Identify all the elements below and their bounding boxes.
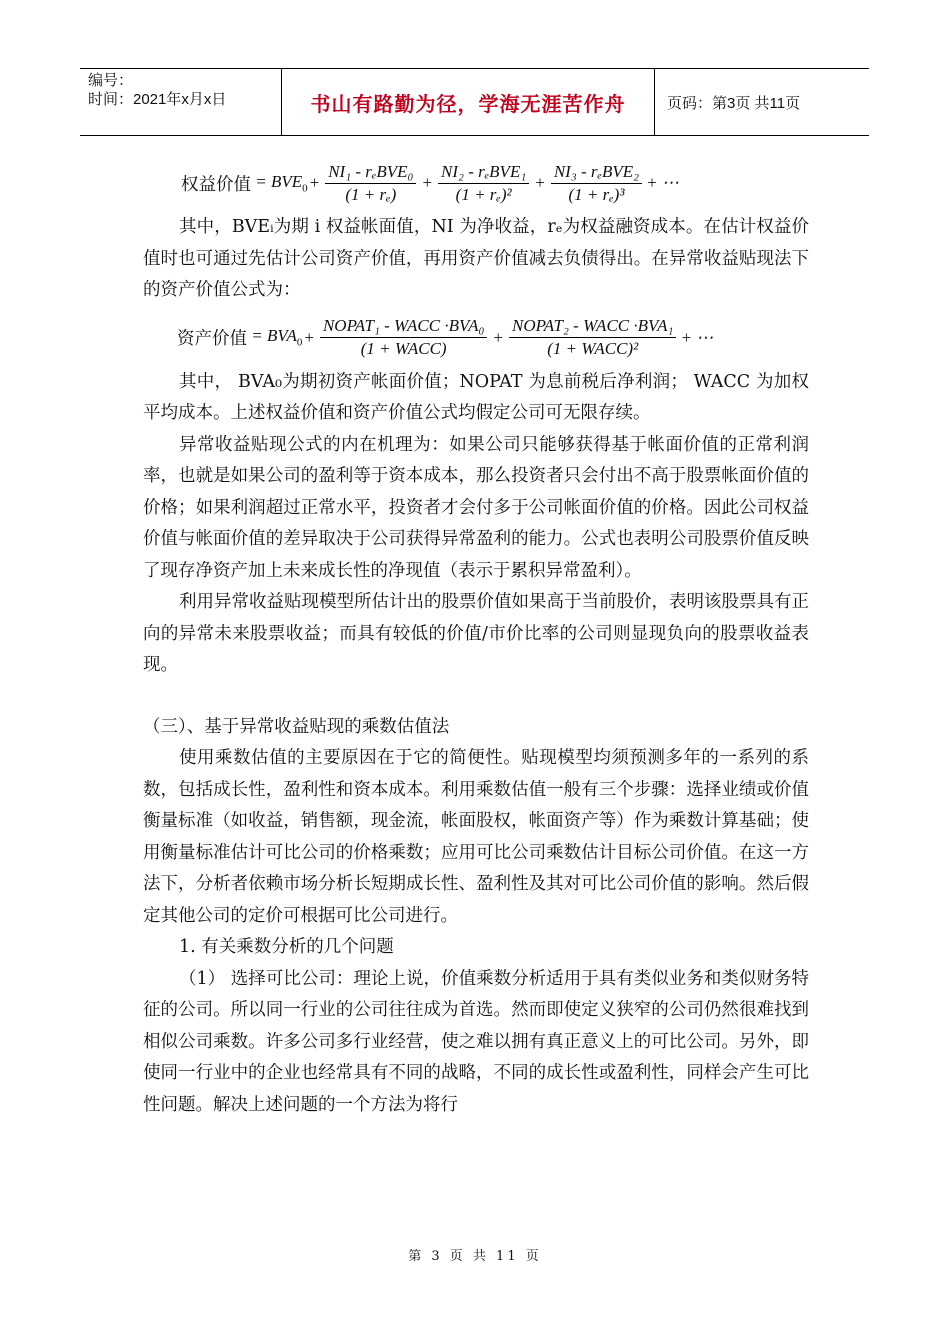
document-date-label: 时间：2021年x月x日 bbox=[88, 91, 227, 108]
document-number-label: 编号： bbox=[88, 72, 134, 89]
paragraph: 异常收益贴现公式的内在机理为：如果公司只能够获得基于帐面价值的正常利润率，也就是如果公司的盈利等于资本成本，那么投资者只会付出不高于股票帐面价值的价格；如果利润超过正常水平，投资者才会付多于公司帐面价值的价格。因此公司权益价值与帐面价值的差异取决于公司获得异常盈利的能力。公式也表明公司股票价值反映了现存净资产加上未来成长性的净现值（表示于累积异常盈利）。 bbox=[143, 434, 809, 581]
header-page-cell bbox=[655, 69, 869, 135]
formula-initial-term: = $BVE_0$ bbox=[255, 171, 308, 195]
page-footer: 第 3 页 共 11 页 bbox=[408, 1249, 542, 1264]
paragraph: （1） 选择可比公司：理论上说，价值乘数分析适用于具有类似业务和类似财务特征的公司。所以同一行业的公司往往成为首选。然而即使定义狭窄的公司仍然很难找到相似公司乘数。许多公司多行业经营，使之难以拥有真正意义上的可比公司。另外，即使同一行业中的企业也经常具有不同的战略，不同的成长性或盈利性，同样会产生可比性问题。解决上述问题的一个方法为将行 bbox=[143, 968, 809, 1115]
paragraph: 利用异常收益贴现模型所估计出的股票价值如果高于当前股价，表明该股票具有正向的异常未来股票收益；而具有较低的价值/市价比率的公司则显现负向的股票收益表现。 bbox=[143, 592, 809, 675]
header-page-label: 页码：第3页 共11页 bbox=[667, 94, 801, 112]
page-header bbox=[80, 68, 869, 136]
subheading: 1. 有关乘数分析的几个问题 bbox=[179, 937, 394, 957]
paragraph: 其中，BVEᵢ为期 i 权益帐面值，NI 为净收益，rₑ为权益融资成本。在估计权益价值时也可通过先估计公司资产价值，再用资产价值减去负债得出。在异常收益贴现法下的资产价值公式为： bbox=[143, 217, 809, 300]
asset-value-formula: 资产价值 = $BVA_0$ + $\frac{\text{NOPAT₁ - WACC ·BVA₀}}{\text{(1 + WACC)}}$ + $\frac{\text{NOPAT₂ - WACC ·BVA₁}}{\text{(1 + WACC)²}}$ + ⋯ bbox=[177, 316, 714, 358]
header-motto-cell bbox=[282, 69, 655, 135]
blank-line bbox=[143, 682, 809, 712]
formula-tail: + ⋯ bbox=[680, 327, 714, 347]
formula-fraction: $\frac{\text{NI₂ - rₑBVE₁}}{\text{(1 + rₑ)²}}$ bbox=[438, 162, 529, 205]
equity-value-formula: 权益价值 = $BVE_0$ + $\frac{\text{NI₁ - rₑBVE₀}}{\text{(1 + rₑ)}}$ + $\frac{\text{NI₂ - rₑBVE₁}}{\text{(1 + rₑ)²}}$ + $\frac{\text{NI₃ - rₑBVE₂}}{\text{(1 + rₑ)³}}$ + ⋯ bbox=[181, 161, 679, 204]
document-body bbox=[143, 150, 809, 1121]
header-motto: 书山有路勤为径，学海无涯苦作舟 bbox=[310, 91, 626, 116]
formula-fraction: $\frac{\text{NI₁ - rₑBVE₀}}{\text{(1 + rₑ)}}$ bbox=[325, 162, 416, 205]
formula-lead: 权益价值 bbox=[181, 174, 251, 195]
formula-lead: 资产价值 bbox=[177, 329, 247, 349]
formula-fraction: $\frac{\text{NI₃ - rₑBVE₂}}{\text{(1 + rₑ)³}}$ bbox=[551, 162, 642, 205]
formula-tail: + ⋯ bbox=[646, 173, 679, 192]
paragraph: 使用乘数估值的主要原因在于它的简便性。贴现模型均须预测多年的一系列的系数，包括成长性，盈利性和资本成本。利用乘数估值一般有三个步骤：选择业绩或价值衡量标准（如收益，销售额，现金流，帐面股权，帐面资产等）作为乘数计算基础；使用衡量标准估计可比公司的价格乘数；应用可比公司乘数估计目标公司价值。在这一方法下，分析者依赖市场分析长短期成长性、盈利性及其对可比公司价值的影响。然后假定其他公司的定价可根据可比公司进行。 bbox=[143, 748, 809, 926]
formula-fraction: $\frac{\text{NOPAT₂ - WACC ·BVA₁}}{\text{(1 + WACC)²}}$ bbox=[509, 316, 676, 359]
formula-fraction: $\frac{\text{NOPAT₁ - WACC ·BVA₀}}{\text{(1 + WACC)}}$ bbox=[320, 316, 487, 359]
paragraph: 其中， BVA₀为期初资产帐面价值；NOPAT 为息前税后净利润； WACC 为加权平均成本。上述权益价值和资产价值公式均假定公司可无限存续。 bbox=[143, 371, 809, 423]
formula-initial-term: = $BVA_0$ bbox=[251, 326, 303, 349]
section-heading: （三）、基于异常收益贴现的乘数估值法 bbox=[143, 716, 450, 737]
header-meta-cell bbox=[80, 69, 282, 135]
